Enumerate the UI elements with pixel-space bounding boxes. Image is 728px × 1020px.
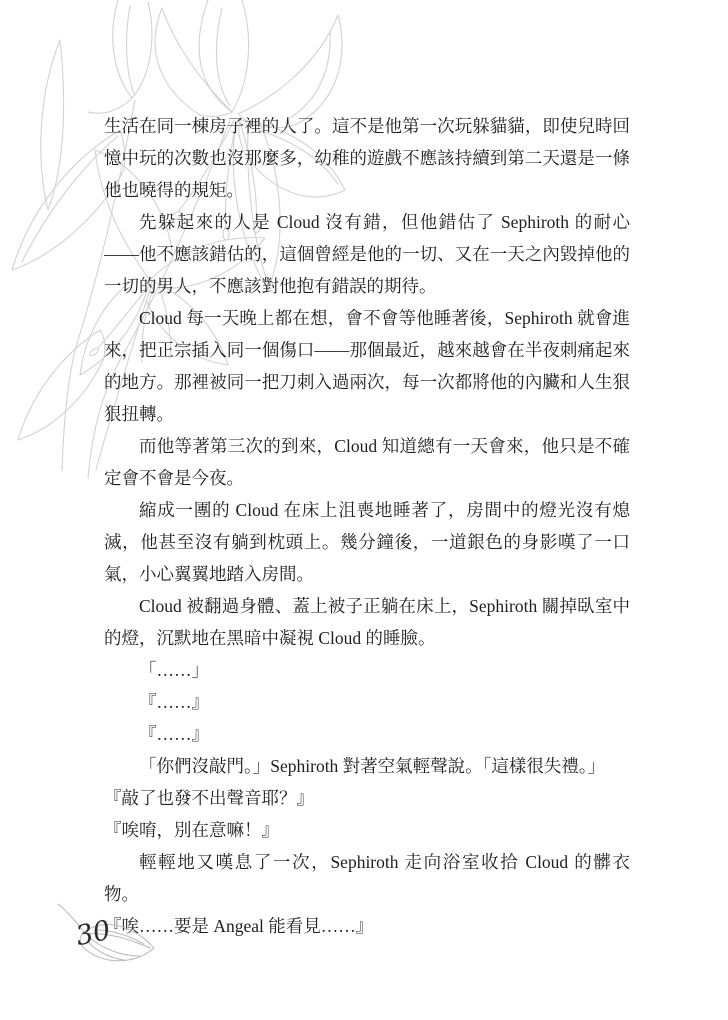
paragraph: 而他等著第三次的到來，Cloud 知道總有一天會來，他只是不確定會不會是今夜。: [104, 436, 630, 488]
paragraph: 輕輕地又嘆息了一次，Sephiroth 走向浴室收拾 Cloud 的髒衣物。: [104, 852, 630, 904]
paragraph: Cloud 被翻過身體、蓋上被子正躺在床上，Sephiroth 關掉臥室中的燈，沉默地在黑暗中凝視 Cloud 的睡臉。: [104, 596, 630, 648]
paragraph: 縮成一團的 Cloud 在床上沮喪地睡著了，房間中的燈光沒有熄滅，他甚至沒有躺到枕頭上。幾分鐘後，一道銀色的身影嘆了一口氣，小心翼翼地踏入房間。: [104, 500, 630, 584]
paragraph: 「……」: [139, 660, 209, 680]
paragraph: 『……』: [139, 724, 209, 744]
paragraph: 『唉……要是 Angeal 能看見……』: [104, 916, 374, 936]
paragraph: 『唉唷，別在意嘛！』: [104, 820, 279, 840]
paragraph: 先躲起來的人是 Cloud 沒有錯，但他錯估了 Sephiroth 的耐心——他不應該錯估的，這個曾經是他的一切、又在一天之內毀掉他的一切的男人，不應該對他抱有錯誤的期待。: [104, 212, 630, 296]
paragraph: 『敲了也發不出聲音耶？』: [104, 788, 314, 808]
page-number-leaf: [52, 902, 172, 982]
body-text: [104, 110, 630, 942]
paragraph: 生活在同一棟房子裡的人了。這不是他第一次玩躲貓貓，即使兒時回憶中玩的次數也沒那麼多，幼稚的遊戲不應該持續到第二天還是一條他也曉得的規矩。: [104, 116, 630, 200]
paragraph: 「你們沒敲門。」Sephiroth 對著空氣輕聲說。「這樣很失禮。」: [139, 756, 606, 776]
paragraph: 『……』: [139, 692, 209, 712]
paragraph: Cloud 每一天晚上都在想，會不會等他睡著後，Sephiroth 就會進來，把正宗插入同一個傷口——那個最近，越來越會在半夜刺痛起來的地方。那裡被同一把刀刺入過兩次，每一次都將他的內臟和人生狠狠扭轉。: [104, 308, 630, 424]
page-number: 30: [73, 914, 114, 953]
